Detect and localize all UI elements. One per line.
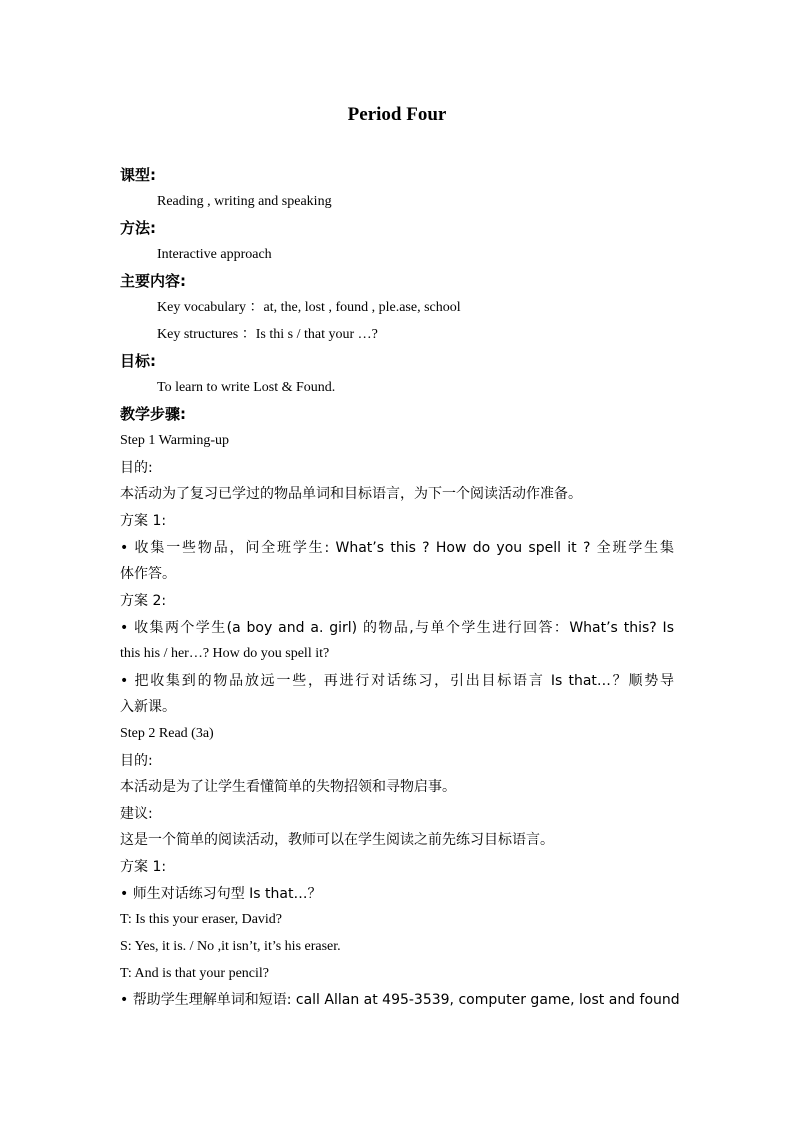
paragraph-line: 入新课。 (120, 699, 176, 715)
key-structures-text: Key structures ：Is thi s / that your …? (157, 327, 378, 342)
page-title: Period Four (347, 104, 447, 125)
step-2-heading: Step 2 Read (3a) (120, 726, 214, 741)
bullet-item: • 收集一些物品，问全班学生: What’s this ? How do you spell it ? 全班学生集 (120, 540, 674, 556)
plan-label: 方案 1: (120, 513, 167, 529)
paragraph-line: 本活动是为了让学生看懂简单的失物招领和寻物启事。 (120, 779, 456, 795)
plan-label: 方案 1: (120, 859, 167, 875)
plan-label: 方案 2: (120, 593, 167, 609)
lesson-type-heading: 课型: (120, 166, 156, 184)
method-heading: 方法: (120, 219, 156, 237)
step-1-heading: Step 1 Warming-up (120, 433, 230, 448)
objective-heading: 目标: (120, 352, 156, 370)
paragraph-line: this his / her…? How do you spell it? (120, 646, 330, 661)
objective-text: To learn to write Lost & Found. (157, 380, 336, 395)
paragraph-line: 这是一个简单的阅读活动，教师可以在学生阅读之前先练习目标语言。 (120, 832, 554, 848)
bullet-item: • 收集两个学生(a boy and a. girl) 的物品,与单个学生进行回答：What’s this? Is (120, 620, 674, 636)
teaching-steps-heading: 教学步骤: (120, 405, 186, 423)
dialogue-line: T: And is that your pencil? (120, 966, 269, 981)
bullet-item: • 帮助学生理解单词和短语: call Allan at 495-3539, computer game, lost and found (120, 992, 680, 1008)
bullet-item: • 把收集到的物品放远一些，再进行对话练习，引出目标语言 Is that…？顺势导 (120, 673, 674, 689)
paragraph-line: 本活动为了复习已学过的物品单词和目标语言，为下一个阅读活动作准备。 (120, 486, 582, 502)
key-vocabulary-text: Key vocabulary ：at, the, lost , found , ple.ase, school (157, 300, 461, 315)
dialogue-line: S: Yes, it is. / No ,it isn’t, it’s his eraser. (120, 939, 341, 954)
purpose-label: 目的: (120, 460, 153, 476)
lesson-type-text: Reading , writing and speaking (157, 194, 332, 209)
main-content-heading: 主要内容: (120, 272, 186, 290)
suggestion-label: 建议: (120, 806, 153, 822)
purpose-label: 目的: (120, 753, 153, 769)
paragraph-line: 体作答。 (120, 566, 176, 582)
dialogue-line: T: Is this your eraser, David? (120, 912, 283, 927)
bullet-item: • 师生对话练习句型 Is that…？ (120, 886, 322, 902)
method-text: Interactive approach (157, 247, 272, 262)
